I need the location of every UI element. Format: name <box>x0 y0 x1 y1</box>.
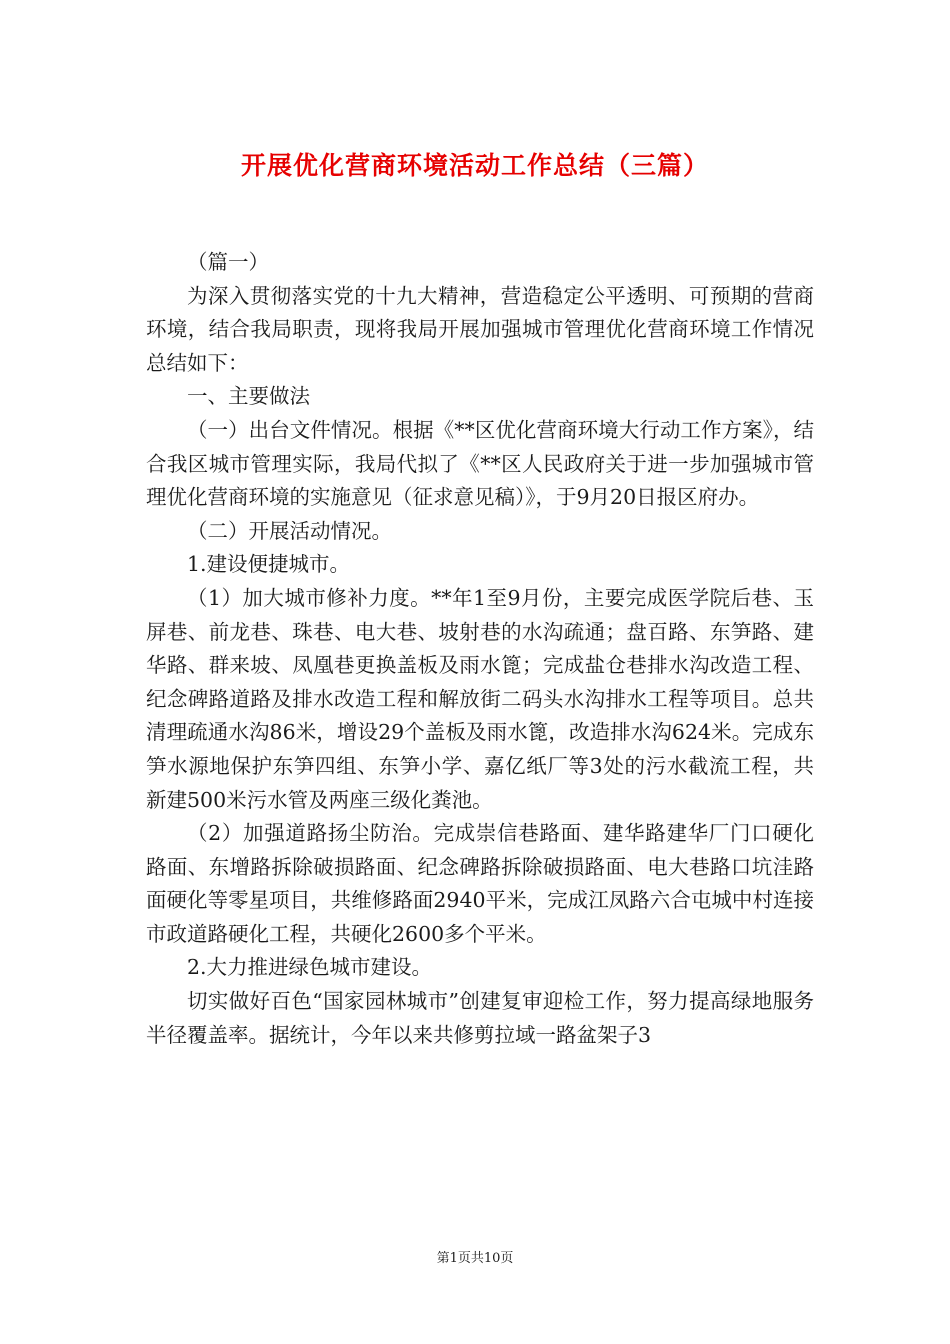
section-heading-part-one: （篇一） <box>187 250 269 274</box>
document-body <box>146 246 814 1052</box>
paragraph-convenient-city-heading: 1.建设便捷城市。 <box>187 552 351 577</box>
paragraph-garden-city: 切实做好百色“国家园林城市”创建复审迎检工作，努力提高绿地服务半径覆盖率。据统计，今年以来共修剪拉域一路盆架子3 <box>146 989 814 1047</box>
paragraph-documents-issued: （一）出台文件情况。根据《**区优化营商环境大行动工作方案》，结合我区城市管理实际，我局代拟了《**区人民政府关于进一步加强城市管理优化营商环境的实施意见（征求意见稿）》，于9月20日报区府办。 <box>146 417 814 510</box>
page-number-footer: 第1页共10页 <box>436 1251 514 1266</box>
intro-paragraph: 为深入贯彻落实党的十九大精神，营造稳定公平透明、可预期的营商环境，结合我局职责，现将我局开展加强城市管理优化营商环境工作情况总结如下： <box>146 283 814 375</box>
document-title: 开展优化营商环境活动工作总结（三篇） <box>240 150 709 180</box>
paragraph-activities-heading: （二）开展活动情况。 <box>187 518 392 543</box>
paragraph-green-city-heading: 2.大力推进绿色城市建设。 <box>187 955 433 980</box>
paragraph-dust-control: （2）加强道路扬尘防治。完成崇信巷路面、建华路建华厂门口硬化路面、东增路拆除破损路面、纪念碑路拆除破损路面、电大巷路口坑洼路面硬化等零星项目，共维修路面2940平米，完成江凤路六合屯城中村连接市政道路硬化工程，共硬化2600多个平米。 <box>146 821 814 946</box>
section-heading-main-practices: 一、主要做法 <box>187 384 310 409</box>
paragraph-city-repair: （1）加大城市修补力度。**年1至9月份，主要完成医学院后巷、玉屏巷、前龙巷、珠巷、电大巷、坡射巷的水沟疏通；盘百路、东笋路、建华路、群来坡、凤凰巷更换盖板及雨水篦；完成盐仓巷排水沟改造工程、纪念碑路道路及排水改造工程和解放街二码头水沟排水工程等项目。总共清理疏通水沟86米，增设29个盖板及雨水篦，改造排水沟624米。完成东笋水源地保护东笋四组、东笋小学、嘉亿纸厂等3处的污水截流工程，共新建500米污水管及两座三级化粪池。 <box>146 585 814 812</box>
